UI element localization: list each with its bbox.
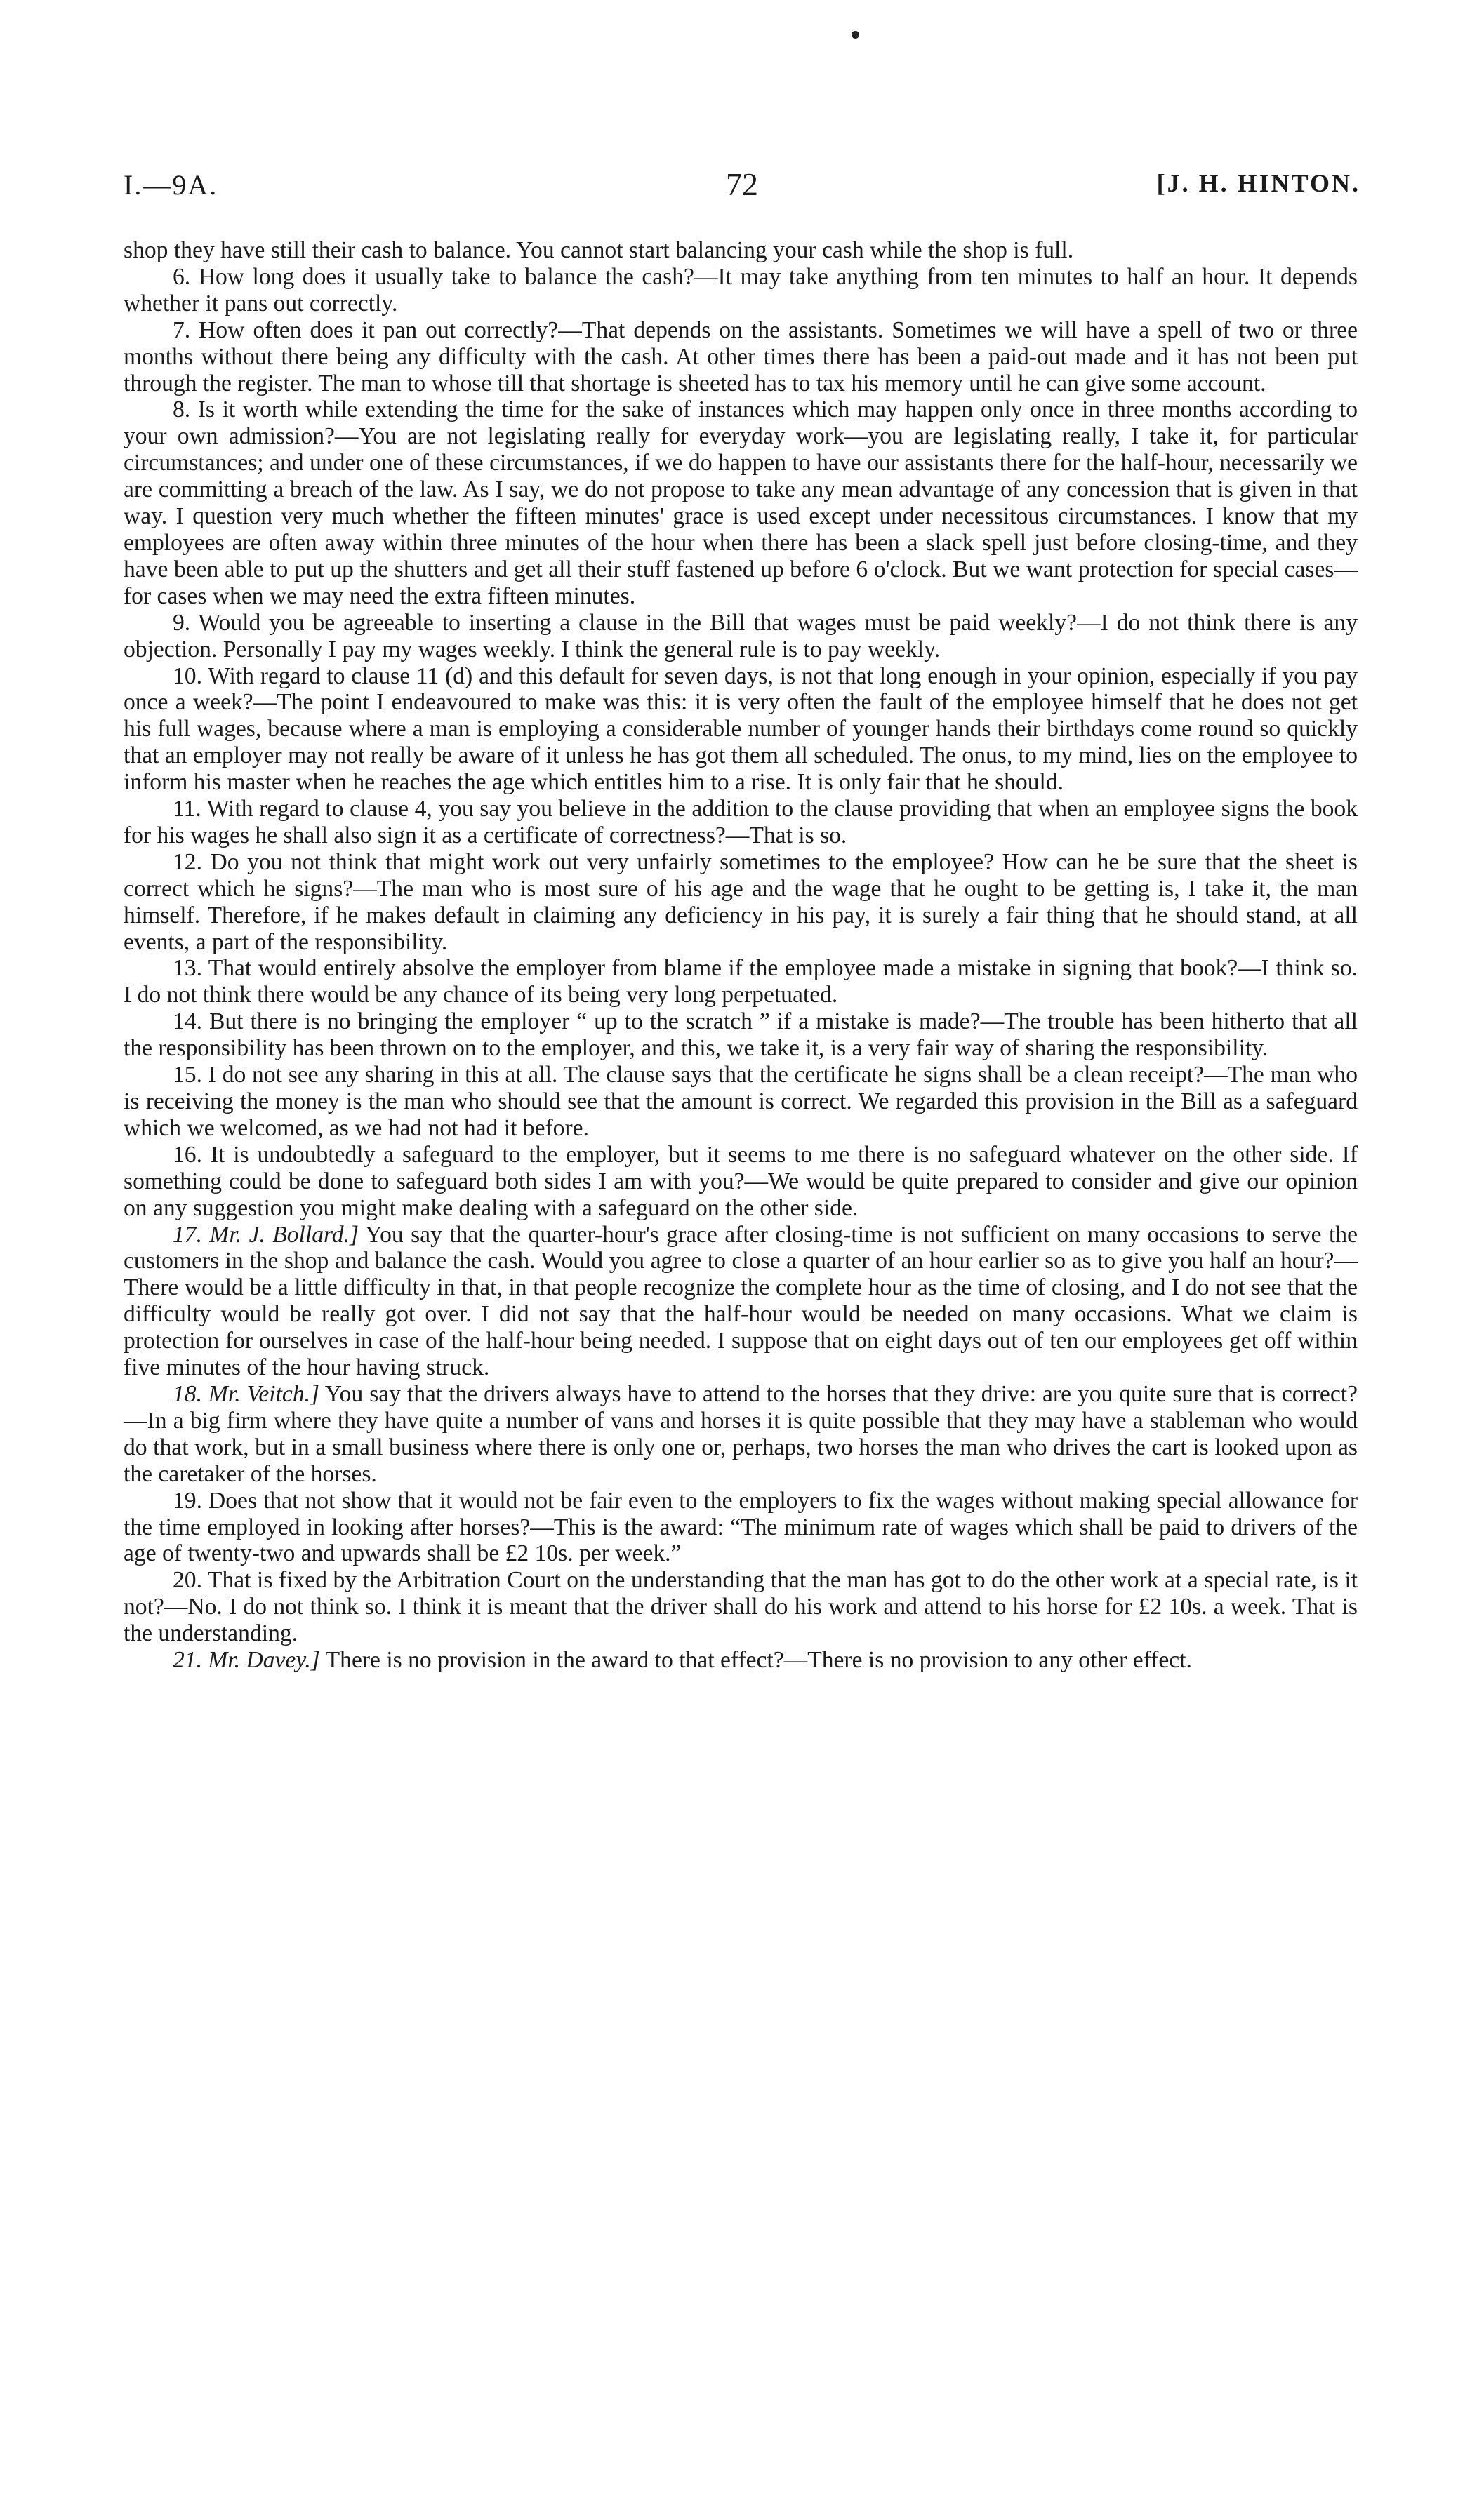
paragraph: [124, 237, 1358, 264]
witness-name: [J. H. HINTON.: [1156, 169, 1360, 197]
paragraph: [124, 610, 1358, 663]
ink-speck: [852, 31, 859, 39]
paragraph-text: 20. That is fixed by the Arbitration Court on the understanding that the man has got to do the other work at a special rate, is it not?—No. I do not think so. I think it is meant that the driver shall do his work and attend to his horse for £2 10s. a week. That is the understanding.: [124, 1567, 1358, 1647]
paragraph: [124, 1142, 1358, 1222]
page-number: 72: [726, 166, 758, 202]
paragraph: [124, 1488, 1358, 1568]
paragraph: [124, 1381, 1358, 1488]
paragraph-text: 10. With regard to clause 11 (d) and this default for seven days, is not that long enough in your opinion, especially if you pay once a week?—The point I endeavoured to make was this: it is very often the fault of the employee himself that he does not get his full wages, because where a man is employing a considerable number of younger hands their birthdays come round so quickly that an employer may not really be aware of it unless he has got them all scheduled. The onus, to my mind, lies on the employee to inform his master when he reaches the age which entitles him to a rise. It is only fair that he should.: [124, 662, 1358, 796]
paragraph-text: 15. I do not see any sharing in this at all. The clause says that the certificate he signs shall be a clean receipt?—The man who is receiving the money is the man who should see that the amount is correct. We regarded this provision in the Bill as a safeguard which we welcomed, as we had not had it before.: [124, 1062, 1358, 1141]
paragraph: [124, 317, 1358, 397]
paragraph: [124, 1647, 1358, 1674]
paragraph: [124, 1062, 1358, 1142]
paragraph-text: 13. That would entirely absolve the employer from blame if the employee made a mistake in signing that book?—I think so. I do not think there would be any chance of its being very long perpetuated.: [124, 955, 1358, 1008]
paragraph: [124, 396, 1358, 609]
paragraph-text: 19. Does that not show that it would not be fair even to the employers to fix the wages without making special allowance for the time employed in looking after horses?—This is the award: “The minimum rate of wages which shall be paid to drivers of the age of twenty-two and upwards shall be £2 10s. per week.”: [124, 1487, 1358, 1567]
speaker-label: 17. Mr. J. Bollard.]: [173, 1221, 359, 1248]
paragraph: [124, 1567, 1358, 1647]
paragraph-text: 16. It is undoubtedly a safeguard to the employer, but it seems to me there is no safeguard whatever on the other side. If something could be done to safeguard both sides I am with you?—We would be quite prepared to consider and give our opinion on any suggestion you might make dealing with a safeguard on the other side.: [124, 1141, 1358, 1221]
paragraph: [124, 849, 1358, 956]
paragraph-text: shop they have still their cash to balance. You cannot start balancing your cash while the shop is full.: [124, 237, 1074, 263]
paragraph-text: There is no provision in the award to that effect?—There is no provision to any other effect.: [325, 1647, 1192, 1674]
paragraph-text: 11. With regard to clause 4, you say you believe in the addition to the clause providing that when an employee signs the book for his wages he shall also sign it as a certificate of correctness?—That is so.: [124, 796, 1358, 848]
paragraph: [124, 955, 1358, 1008]
paper-reference: I.—9A.: [124, 169, 218, 201]
paragraph-text: 14. But there is no bringing the employer “ up to the scratch ” if a mistake is made?—The trouble has been hitherto that all the responsibility has been thrown on to the employer, and this, we take it, is a very fair way of sharing the responsibility.: [124, 1008, 1358, 1062]
paragraph: [124, 1222, 1358, 1381]
paragraph-text: 6. How long does it usually take to balance the cash?—It may take anything from ten minutes to half an hour. It depends whether it pans out correctly.: [124, 263, 1358, 316]
evidence-text: [124, 237, 1358, 1674]
paragraph-text: 7. How often does it pan out correctly?—That depends on the assistants. Sometimes we will have a spell of two or three months without there being any difficulty with the cash. At other times there has been a paid-out made and it has not been put through the register. The man to whose till that shortage is sheeted has to tax his memory until he can give some account.: [124, 316, 1358, 396]
paragraph-text: 12. Do you not think that might work out very unfairly sometimes to the employee? How can he be sure that the sheet is correct which he signs?—The man who is most sure of his age and the wage that he ought to be getting is, I take it, the man himself. Therefore, if he makes default in claiming any deficiency in his pay, it is surely a fair thing that he should stand, at all events, a part of the responsibility.: [124, 848, 1358, 955]
paragraph-text: 8. Is it worth while extending the time for the sake of instances which may happen only once in three months according to your own admission?—You are not legislating really for everyday work—you are legislating really, I take it, for particular circumstances; and under one of these circumstances, if we do happen to have our assistants there for the half-hour, necessarily we are committing a breach of the law. As I say, we do not propose to take any mean advantage of any concession that is given in that way. I question very much whether the fifteen minutes' grace is used except under necessitous circumstances. I know that my employees are often away within three minutes of the hour when there has been a slack spell just before closing-time, and they have been able to put up the shutters and get all their stuff fastened up before 6 o'clock. But we want protection for special cases—for cases when we may need the extra fifteen minutes.: [124, 396, 1358, 609]
paragraph: [124, 796, 1358, 849]
paragraph-text: You say that the quarter-hour's grace after closing-time is not sufficient on many occasions to serve the customers in the shop and balance the cash. Would you agree to close a quarter of an hour earlier so as to give you half an hour?—There would be a little difficulty in that, in that people recognize the complete hour as the time of closing, and I do not see that the difficulty would be really got over. I did not say that the half-hour would be needed on many occasions. What we claim is protection for ourselves in case of the half-hour being needed. I suppose that on eight days out of ten our employees get off within five minutes of the hour having struck.: [124, 1221, 1358, 1381]
speaker-label: 18. Mr. Veitch.]: [173, 1380, 320, 1407]
paragraph-text: 9. Would you be agreeable to inserting a clause in the Bill that wages must be paid weekly?—I do not think there is any objection. Personally I pay my wages weekly. I think the general rule is to pay weekly.: [124, 609, 1358, 662]
paragraph-text: You say that the drivers always have to attend to the horses that they drive: are you quite sure that is correct?—In a big firm where they have quite a number of vans and horses it is quite possible that they may have a stableman who would do that work, but in a small business where there is only one or, perhaps, two horses the man who drives the cart is looked upon as the caretaker of the horses.: [124, 1380, 1358, 1487]
page-header: [124, 168, 1360, 211]
paragraph: [124, 264, 1358, 317]
paragraph: [124, 663, 1358, 796]
paragraph: [124, 1008, 1358, 1062]
speaker-label: 21. Mr. Davey.]: [173, 1647, 320, 1674]
